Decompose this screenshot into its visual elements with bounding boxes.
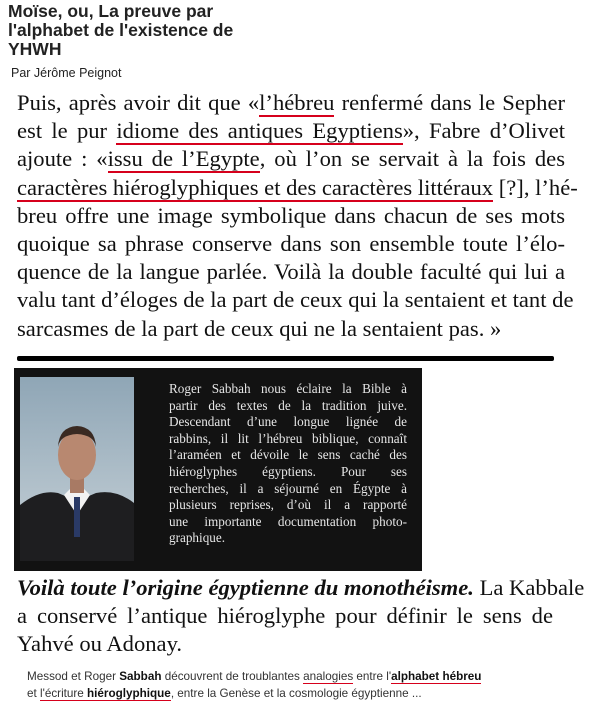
title-line: l'alphabet de l'existence de	[8, 20, 234, 40]
article-title	[8, 2, 308, 59]
caption-text: , entre la Genèse et la cosmologie égyptienne ...	[170, 687, 422, 700]
quote-text: », Fabre d’Olivet	[402, 118, 565, 144]
caption-bold: Sabbah	[119, 670, 162, 683]
conclusion-line: a conservé l’antique hiéroglyphe pour définir le sens de	[17, 603, 553, 629]
quote-text: , où l’on se servait à la fois des	[259, 146, 566, 172]
caption-line	[27, 685, 587, 702]
author-bio-box	[14, 368, 422, 571]
quote-text: renfermé dans le Sepher	[334, 90, 565, 115]
quote-text: Puis, après avoir dit que «	[17, 90, 260, 115]
quote-line: breu offre une image symbolique dans chacun de ses mots	[17, 202, 565, 228]
caption-underlined	[40, 687, 171, 701]
quote-text: est le pur	[17, 118, 117, 144]
bio-line: hiéroglyphes égyptiens. Pour ses	[169, 463, 407, 479]
image-caption	[27, 668, 587, 702]
author-photo-image	[20, 377, 134, 561]
bio-line: Descendant d’une longue lignée de	[169, 414, 407, 430]
author-photo	[20, 377, 134, 561]
title-line: YHWH	[8, 39, 62, 59]
bio-line: graphique.	[169, 530, 226, 546]
caption-line	[27, 668, 587, 685]
caption-underlined: alphabet hébreu	[391, 670, 482, 683]
conclusion-line: Yahvé ou Adonay.	[17, 631, 183, 657]
divider-rule	[17, 356, 554, 361]
conclusion-italic: Voilà toute l’origine égyptienne du monothéisme.	[17, 575, 474, 600]
underlined-idiome: idiome des antiques Egyptiens	[116, 118, 403, 144]
quote-line: valu tant d’éloges de la part de ceux qui la sentaient et tant de	[17, 287, 574, 313]
quote-block	[17, 89, 578, 343]
bio-line: l’araméen et dévoile le sens caché des	[169, 447, 407, 463]
bio-line: partir des textes de la tradition juive.	[169, 397, 407, 413]
caption-text: entre l'	[353, 670, 392, 683]
conclusion-line	[17, 574, 585, 602]
bio-line: une importante documentation photo-	[169, 513, 407, 529]
quote-line	[17, 145, 565, 173]
bio-line: recherches, il a séjourné en Égypte à	[169, 480, 407, 496]
caption-text: et	[27, 687, 40, 700]
caption-text: découvrent de troublantes	[161, 670, 304, 683]
quote-text: [?], l’hé-	[493, 174, 578, 200]
bio-line: plusieurs reprises, d’où il a rapporté	[169, 497, 407, 513]
conclusion-text: La Kabbale	[473, 575, 585, 600]
underlined-caracteres: caractères hiéroglyphiques et des caractères littéraux	[17, 174, 494, 200]
quote-line	[17, 174, 578, 202]
caption-bold: hiéroglyphique	[87, 687, 171, 700]
bio-text	[169, 381, 407, 561]
underlined-issu: issu de l’Egypte	[107, 146, 260, 172]
quote-line: quence de la langue parlée. Voilà la double faculté qui lui a	[17, 259, 565, 285]
quote-line	[17, 89, 565, 117]
quote-text: ajoute : «	[17, 146, 108, 172]
title-line: Moïse, ou, La preuve par	[8, 1, 214, 21]
caption-underlined: analogies	[303, 670, 354, 683]
caption-text: Messod et Roger	[27, 670, 120, 683]
quote-line: sarcasmes de la part de ceux qui ne la sentaient pas. »	[17, 315, 502, 341]
bio-line: rabbins, il lit l’hébreu biblique, connaît	[169, 430, 407, 446]
underlined-hebreu: l’hébreu	[259, 90, 335, 115]
author-byline: Par Jérôme Peignot	[11, 66, 122, 80]
quote-line	[17, 117, 565, 145]
quote-line: quoique sa phrase conserve dans son ensemble toute l’élo-	[17, 231, 565, 257]
conclusion-paragraph	[17, 574, 585, 659]
bio-line: Roger Sabbah nous éclaire la Bible à	[169, 381, 407, 396]
caption-text: l'écriture	[40, 687, 88, 700]
